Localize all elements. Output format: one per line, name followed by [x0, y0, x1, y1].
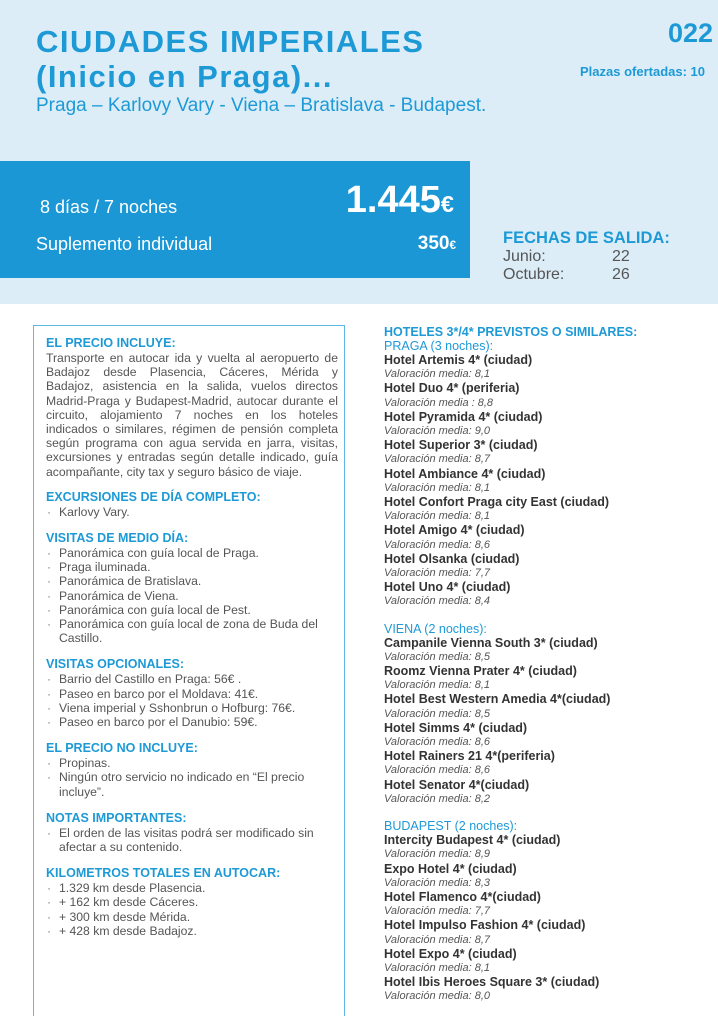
details-column	[33, 325, 345, 1016]
hotel-rating: Valoración media : 8,8	[384, 396, 494, 409]
plazas-ofertadas: Plazas ofertadas: 10	[580, 64, 706, 79]
hotel-rating: Valoración media: 8,1	[384, 368, 490, 381]
hotel-name: Hotel Flamenco 4*(ciudad)	[384, 889, 541, 904]
fechas-salida	[503, 229, 703, 284]
hotel-rating: Valoración media: 8,6	[384, 538, 490, 551]
list-item: · Barrio del Castillo en Praga: 56€ .	[46, 672, 338, 686]
opcionales-list	[46, 672, 338, 729]
opcionales-title: VISITAS OPCIONALES:	[46, 657, 184, 672]
list-item: · Viena imperial y Sshonbrun o Hofburg: 76€.	[46, 701, 338, 715]
list-item: · El orden de las visitas podrá ser modificado sin afectar a su contenido.	[46, 826, 338, 854]
hotel-name: Hotel Artemis 4* (ciudad)	[384, 353, 533, 367]
excursiones-section	[46, 490, 338, 519]
hotel-rating: Valoración media: 8,1	[384, 510, 490, 523]
fecha-month: Junio:	[503, 248, 546, 265]
notas-section	[46, 811, 338, 854]
hotel-name: Hotel Duo 4* (periferia)	[384, 381, 520, 396]
trip-title	[36, 24, 424, 94]
hotel-name: Hotel Rainers 21 4*(periferia)	[384, 749, 555, 764]
notas-list	[46, 826, 338, 854]
hotels-title: HOTELES 3*/4* PREVISTOS O SIMILARES:	[384, 325, 638, 339]
fechas-title: FECHAS DE SALIDA:	[503, 229, 670, 247]
hotel-name: Hotel Olsanka (ciudad)	[384, 551, 520, 566]
hotel-rating: Valoración media: 8,1	[384, 679, 490, 692]
list-item: · Karlovy Vary.	[46, 505, 338, 519]
list-item: · Propinas.	[46, 756, 338, 770]
list-item: · + 300 km desde Mérida.	[46, 910, 338, 924]
hotel-name: Hotel Uno 4* (ciudad)	[384, 580, 511, 595]
supplement-amount	[418, 233, 456, 255]
list-item: · Praga iluminada.	[46, 560, 338, 574]
city-block-budapest	[384, 819, 714, 1003]
city-name: VIENA (2 noches):	[384, 621, 487, 636]
hotel-name: Hotel Ibis Heroes Square 3* (ciudad)	[384, 975, 600, 990]
trip-route: Praga – Karlovy Vary - Viena – Bratislava - Budapest.	[36, 95, 487, 116]
fecha-day: 26	[612, 266, 630, 283]
kilometros-section	[46, 866, 338, 938]
hotel-rating: Valoración media: 8,5	[384, 707, 490, 720]
hotel-rating: Valoración media: 8,0	[384, 990, 490, 1003]
city-block-praga	[384, 339, 714, 609]
city-block-viena	[384, 622, 714, 806]
incluye-title: EL PRECIO INCLUYE:	[46, 336, 176, 350]
hotel-name: Hotel Amigo 4* (ciudad)	[384, 523, 525, 538]
hotel-name: Hotel Senator 4*(ciudad)	[384, 777, 530, 792]
hotels-column	[384, 325, 714, 1016]
price-box	[0, 161, 470, 278]
city-name: BUDAPEST (2 noches):	[384, 819, 518, 834]
duration: 8 días / 7 noches	[40, 197, 178, 217]
hotel-rating: Valoración media: 7,7	[384, 567, 490, 580]
hotel-rating: Valoración media: 8,9	[384, 848, 490, 861]
no-incluye-section	[46, 741, 338, 799]
hotel-rating: Valoración media: 7,7	[384, 905, 490, 918]
supplement-currency: €	[449, 239, 456, 252]
hotel-name: Hotel Expo 4* (ciudad)	[384, 946, 517, 961]
hotel-name: Roomz Vienna Prater 4* (ciudad)	[384, 664, 577, 679]
price-value: 1.445	[345, 179, 441, 221]
kilometros-list	[46, 881, 338, 938]
incluye-text: Transporte en autocar ida y vuelta al aeropuerto de Badajoz desde Plasencia, Cáceres, Mérida y Badajoz, asistencia en la salida, vuelos directos Madrid-Praga y Budapest-Madrid, autocar durante el circuito, alojamiento 7 noches en los hoteles indicados o similares, régimen de pensión completa según programa con agua servida en jarra, visitas, excursiones y entradas según detalle indicado, guía acompañante, city tax y seguro básico de viaje.	[46, 351, 338, 479]
visitas-medio-list	[46, 546, 338, 645]
hotel-rating: Valoración media: 8,1	[384, 961, 490, 974]
hotel-rating: Valoración media: 8,4	[384, 595, 490, 608]
fecha-row	[503, 248, 703, 266]
list-item: · Ningún otro servicio no indicado en “El precio incluye”.	[46, 770, 338, 798]
hotel-rating: Valoración media: 8,2	[384, 792, 490, 805]
excursiones-list	[46, 505, 338, 519]
list-item: · + 428 km desde Badajoz.	[46, 924, 338, 938]
list-item: · Panorámica de Viena.	[46, 589, 338, 603]
hotel-rating: Valoración media: 8,3	[384, 876, 490, 889]
hotel-name: Hotel Simms 4* (ciudad)	[384, 720, 528, 735]
trip-code: 022	[668, 18, 714, 48]
no-incluye-list	[46, 756, 338, 799]
excursiones-title: EXCURSIONES DE DÍA COMPLETO:	[46, 489, 261, 504]
hotel-name: Campanile Vienna South 3* (ciudad)	[384, 635, 598, 650]
trip-title-line2: (Inicio en Praga)...	[36, 59, 333, 94]
hotel-name: Hotel Superior 3* (ciudad)	[384, 438, 538, 453]
hotel-rating: Valoración media: 8,7	[384, 453, 490, 466]
list-item: · Paseo en barco por el Danubio: 59€.	[46, 715, 338, 729]
hotel-name: Hotel Confort Praga city East (ciudad)	[384, 495, 610, 510]
hotel-rating: Valoración media: 8,6	[384, 736, 490, 749]
fecha-day: 22	[612, 248, 630, 265]
fecha-row	[503, 266, 703, 284]
kilometros-title: KILOMETROS TOTALES EN AUTOCAR:	[46, 866, 281, 881]
city-name: PRAGA (3 noches):	[384, 339, 494, 353]
list-item: · Panorámica con guía local de Pest.	[46, 603, 338, 617]
hotel-name: Intercity Budapest 4* (ciudad)	[384, 833, 561, 848]
hotel-rating: Valoración media: 8,1	[384, 481, 490, 494]
hotel-name: Hotel Pyramida 4* (ciudad)	[384, 409, 543, 424]
list-item: · Panorámica con guía local de Praga.	[46, 546, 338, 560]
list-item: · Panorámica con guía local de zona de Buda del Castillo.	[46, 617, 338, 645]
fecha-month: Octubre:	[503, 266, 565, 283]
list-item: · Panorámica de Bratislava.	[46, 574, 338, 588]
hotel-name: Hotel Ambiance 4* (ciudad)	[384, 466, 546, 481]
list-item: · Paseo en barco por el Moldava: 41€.	[46, 687, 338, 701]
visitas-medio-section	[46, 531, 338, 645]
supplement-label: Suplemento individual	[36, 234, 213, 254]
price-amount	[346, 179, 454, 222]
incluye-section	[46, 336, 338, 479]
no-incluye-title: EL PRECIO NO INCLUYE:	[46, 741, 198, 756]
notas-title: NOTAS IMPORTANTES:	[46, 810, 187, 825]
hotel-rating: Valoración media: 8,5	[384, 650, 490, 663]
visitas-medio-title: VISITAS DE MEDIO DÍA:	[46, 531, 189, 546]
price-currency: €	[440, 191, 454, 217]
supplement-value: 350	[417, 233, 450, 254]
list-item: · 1.329 km desde Plasencia.	[46, 881, 338, 895]
opcionales-section	[46, 657, 338, 729]
hotel-name: Expo Hotel 4* (ciudad)	[384, 861, 517, 876]
hotel-rating: Valoración media: 9,0	[384, 425, 490, 438]
hotel-rating: Valoración media: 8,6	[384, 764, 490, 777]
hotel-name: Hotel Impulso Fashion 4* (ciudad)	[384, 918, 586, 933]
trip-title-line1: CIUDADES IMPERIALES	[36, 24, 425, 59]
header-band	[0, 0, 718, 304]
list-item: · + 162 km desde Cáceres.	[46, 895, 338, 909]
hotel-name: Hotel Best Western Amedia 4*(ciudad)	[384, 692, 611, 707]
hotel-rating: Valoración media: 8,7	[384, 933, 490, 946]
